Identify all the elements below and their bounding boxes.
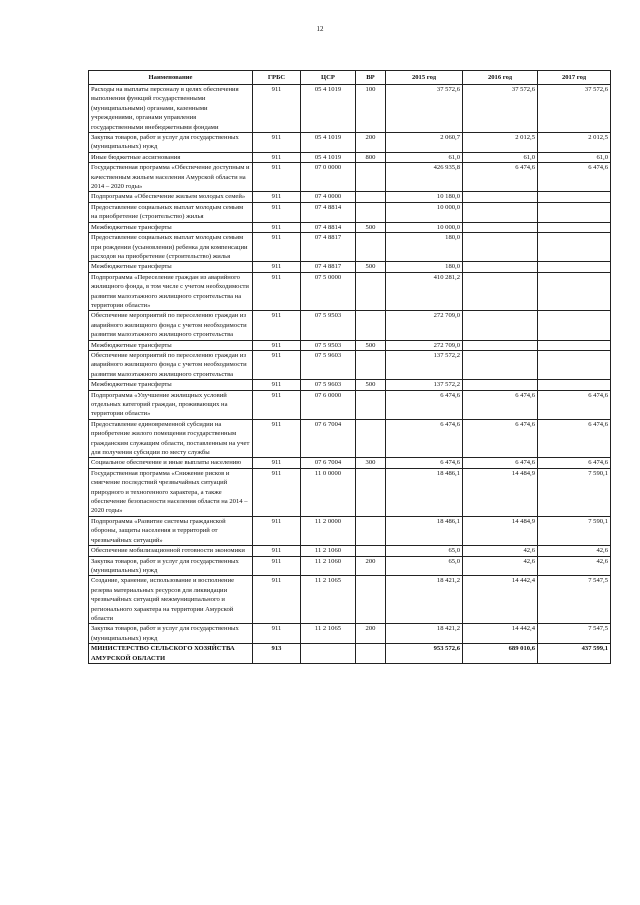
cell-grbs: 911 [253,233,301,262]
table-row [89,576,611,624]
cell-vr [356,233,386,262]
cell-csr: 07 6 0000 [301,390,356,419]
table-row [89,192,611,202]
cell-2015: 18 421,2 [386,624,463,644]
cell-2016: 6 474,6 [463,419,538,458]
table-row [89,556,611,576]
cell-vr [356,272,386,311]
budget-table [88,70,611,664]
cell-2015: 65,0 [386,556,463,576]
cell-2016 [463,380,538,390]
cell-vr: 500 [356,222,386,232]
cell-csr: 07 4 8814 [301,222,356,232]
cell-2016: 14 442,4 [463,624,538,644]
table-row [89,202,611,222]
cell-2016: 42,6 [463,556,538,576]
cell-name: Обеспечение мероприятий по переселению граждан из аварийного жилищного фонда с учетом необходимости развития малоэтажного жилищного строительства [89,311,253,340]
cell-grbs: 911 [253,350,301,379]
cell-grbs: 913 [253,644,301,664]
cell-grbs: 911 [253,576,301,624]
cell-2015: 953 572,6 [386,644,463,664]
cell-2017 [538,350,611,379]
cell-2016 [463,222,538,232]
cell-name: Закупка товаров, работ и услуг для государственных (муниципальных) нужд [89,624,253,644]
cell-vr: 500 [356,340,386,350]
cell-2016: 2 012,5 [463,133,538,153]
cell-csr: 07 5 9603 [301,350,356,379]
cell-2015: 18 421,2 [386,576,463,624]
cell-vr [356,192,386,202]
table-row [89,468,611,516]
cell-2017 [538,311,611,340]
cell-grbs: 911 [253,340,301,350]
cell-grbs: 911 [253,468,301,516]
cell-2016: 6 474,6 [463,458,538,468]
cell-2017 [538,340,611,350]
header-name: Наименование [89,71,253,85]
cell-2017 [538,272,611,311]
cell-2017: 61,0 [538,152,611,162]
table-row [89,233,611,262]
cell-name: Социальное обеспечение и иные выплаты населению [89,458,253,468]
table-row [89,419,611,458]
cell-2017: 7 547,5 [538,624,611,644]
cell-grbs: 911 [253,133,301,153]
cell-csr: 11 2 1065 [301,624,356,644]
cell-grbs: 911 [253,202,301,222]
cell-2017: 6 474,6 [538,390,611,419]
cell-csr: 05 4 1019 [301,152,356,162]
cell-vr [356,419,386,458]
cell-csr: 07 5 9503 [301,340,356,350]
cell-2015: 272 709,0 [386,311,463,340]
cell-grbs: 911 [253,390,301,419]
cell-vr: 500 [356,380,386,390]
cell-2017: 42,6 [538,546,611,556]
cell-vr [356,202,386,222]
cell-2016 [463,262,538,272]
cell-vr [356,390,386,419]
cell-2015: 410 281,2 [386,272,463,311]
cell-grbs: 911 [253,556,301,576]
cell-csr: 07 4 8814 [301,202,356,222]
cell-2015: 2 060,7 [386,133,463,153]
header-grbs: ГРБС [253,71,301,85]
cell-2015: 10 180,0 [386,192,463,202]
cell-2017: 6 474,6 [538,419,611,458]
table-row [89,624,611,644]
cell-2015: 6 474,6 [386,390,463,419]
cell-name: Предоставление социальных выплат молодым семьям при рождении (усыновлении) ребенка для компенсации расходов на приобретение (строительство) жилья [89,233,253,262]
cell-2016 [463,340,538,350]
cell-2016: 61,0 [463,152,538,162]
cell-name: Обеспечение мобилизационной готовности экономики [89,546,253,556]
cell-csr [301,644,356,664]
header-2016: 2016 год [463,71,538,85]
cell-vr: 200 [356,556,386,576]
table-row [89,163,611,192]
cell-2016: 42,6 [463,546,538,556]
table-row [89,380,611,390]
cell-csr: 05 4 1019 [301,85,356,133]
cell-vr [356,468,386,516]
cell-2017: 6 474,6 [538,458,611,468]
cell-csr: 07 6 7004 [301,419,356,458]
cell-name: Создание, хранение, использование и восполнение резерва материальных ресурсов для ликвидации чрезвычайных ситуаций межмуниципального и регионального характера на территории Амурской области [89,576,253,624]
cell-2016 [463,272,538,311]
cell-grbs: 911 [253,192,301,202]
cell-grbs: 911 [253,272,301,311]
cell-grbs: 911 [253,419,301,458]
cell-2017: 7 547,5 [538,576,611,624]
cell-name: Государственная программа «Обеспечение доступным и качественным жильем населения Амурской области на 2014 – 2020 годы» [89,163,253,192]
cell-2016 [463,350,538,379]
cell-2016 [463,311,538,340]
table-row [89,262,611,272]
table-row [89,272,611,311]
cell-csr: 07 5 9503 [301,311,356,340]
cell-2017 [538,192,611,202]
cell-2017: 6 474,6 [538,163,611,192]
cell-name: Подпрограмма «Обеспечение жильем молодых семей» [89,192,253,202]
cell-2016 [463,192,538,202]
cell-csr: 07 5 0000 [301,272,356,311]
cell-name: Иные бюджетные ассигнования [89,152,253,162]
cell-2015: 6 474,6 [386,419,463,458]
cell-2016: 689 010,6 [463,644,538,664]
cell-grbs: 911 [253,546,301,556]
table-row [89,644,611,664]
cell-grbs: 911 [253,152,301,162]
table-row [89,133,611,153]
page-number: 12 [316,25,324,33]
table-row [89,222,611,232]
cell-2016: 6 474,6 [463,390,538,419]
cell-name: Предоставление единовременной субсидии на приобретение жилого помещения государственным гражданским служащим области, поставленным на учет для получения субсидии по месту службы [89,419,253,458]
cell-csr: 11 2 0000 [301,516,356,545]
cell-name: МИНИСТЕРСТВО СЕЛЬСКОГО ХОЗЯЙСТВА АМУРСКОЙ ОБЛАСТИ [89,644,253,664]
cell-vr [356,516,386,545]
table-header-row [89,71,611,85]
cell-2017: 7 590,1 [538,516,611,545]
cell-grbs: 911 [253,311,301,340]
cell-2015: 18 486,1 [386,468,463,516]
cell-vr: 200 [356,624,386,644]
cell-grbs: 911 [253,85,301,133]
cell-2016: 14 484,9 [463,516,538,545]
table-row [89,546,611,556]
cell-name: Подпрограмма «Улучшение жилищных условий отдельных категорий граждан, проживающих на территории области» [89,390,253,419]
cell-csr: 05 4 1019 [301,133,356,153]
table-row [89,350,611,379]
cell-csr: 11 2 1060 [301,546,356,556]
cell-csr: 11 2 1065 [301,576,356,624]
table-row [89,85,611,133]
header-csr: ЦСР [301,71,356,85]
cell-name: Межбюджетные трансферты [89,340,253,350]
cell-grbs: 911 [253,163,301,192]
cell-2016 [463,202,538,222]
cell-grbs: 911 [253,222,301,232]
table-row [89,458,611,468]
cell-grbs: 911 [253,380,301,390]
cell-grbs: 911 [253,624,301,644]
cell-name: Расходы на выплаты персоналу в целях обеспечения выполнения функций государственными (муниципальными) органами, казенными учреждениями, органами управления государственными внебюджетными фондами [89,85,253,133]
cell-vr: 100 [356,85,386,133]
cell-2016 [463,233,538,262]
cell-vr: 800 [356,152,386,162]
cell-2015: 61,0 [386,152,463,162]
cell-2017 [538,202,611,222]
cell-2017: 37 572,6 [538,85,611,133]
table-row [89,311,611,340]
table-row [89,152,611,162]
cell-2015: 426 935,8 [386,163,463,192]
cell-vr [356,546,386,556]
cell-vr [356,350,386,379]
cell-csr: 07 4 0000 [301,192,356,202]
cell-2015: 37 572,6 [386,85,463,133]
cell-csr: 07 4 8817 [301,233,356,262]
cell-2017 [538,262,611,272]
cell-2016: 14 484,9 [463,468,538,516]
cell-csr: 07 0 0000 [301,163,356,192]
cell-vr: 500 [356,262,386,272]
cell-vr [356,644,386,664]
cell-name: Закупка товаров, работ и услуг для государственных (муниципальных) нужд [89,556,253,576]
cell-grbs: 911 [253,458,301,468]
cell-name: Межбюджетные трансферты [89,380,253,390]
cell-vr: 300 [356,458,386,468]
cell-grbs: 911 [253,262,301,272]
cell-2015: 137 572,2 [386,350,463,379]
table-row [89,340,611,350]
cell-2017 [538,222,611,232]
cell-vr: 200 [356,133,386,153]
header-vr: ВР [356,71,386,85]
cell-2017: 2 012,5 [538,133,611,153]
cell-2016: 14 442,4 [463,576,538,624]
cell-2017: 42,6 [538,556,611,576]
cell-vr [356,576,386,624]
cell-grbs: 911 [253,516,301,545]
cell-name: Обеспечение мероприятий по переселению граждан из аварийного жилищного фонда с учетом необходимости развития малоэтажного жилищного строительства [89,350,253,379]
cell-name: Межбюджетные трансферты [89,222,253,232]
cell-name: Государственная программа «Снижение рисков и смягчение последствий чрезвычайных ситуаций природного и техногенного характера, а также обеспечение безопасности населения области на 2014 – 2020 годы» [89,468,253,516]
cell-csr: 11 2 1060 [301,556,356,576]
cell-csr: 07 4 8817 [301,262,356,272]
header-2017: 2017 год [538,71,611,85]
cell-2015: 180,0 [386,262,463,272]
cell-2016: 37 572,6 [463,85,538,133]
table-row [89,390,611,419]
header-2015: 2015 год [386,71,463,85]
cell-2015: 18 486,1 [386,516,463,545]
cell-name: Подпрограмма «Переселение граждан из аварийного жилищного фонда, в том числе с учетом необходимости развития малоэтажного жилищного строительства на территории области» [89,272,253,311]
cell-csr: 11 0 0000 [301,468,356,516]
cell-csr: 07 6 7004 [301,458,356,468]
cell-2015: 272 709,0 [386,340,463,350]
cell-2015: 65,0 [386,546,463,556]
cell-2017: 437 599,1 [538,644,611,664]
cell-2017: 7 590,1 [538,468,611,516]
cell-2017 [538,380,611,390]
cell-2015: 137 572,2 [386,380,463,390]
cell-vr [356,163,386,192]
cell-2016: 6 474,6 [463,163,538,192]
cell-2017 [538,233,611,262]
cell-name: Закупка товаров, работ и услуг для государственных (муниципальных) нужд [89,133,253,153]
table-body [89,85,611,664]
cell-2015: 6 474,6 [386,458,463,468]
cell-csr: 07 5 9603 [301,380,356,390]
cell-2015: 10 000,0 [386,202,463,222]
cell-name: Подпрограмма «Развитие системы гражданской обороны, защиты населения и территорий от чрезвычайных ситуаций» [89,516,253,545]
cell-2015: 10 000,0 [386,222,463,232]
cell-2015: 180,0 [386,233,463,262]
cell-name: Предоставление социальных выплат молодым семьям на приобретение (строительство) жилья [89,202,253,222]
table-row [89,516,611,545]
cell-vr [356,311,386,340]
cell-name: Межбюджетные трансферты [89,262,253,272]
